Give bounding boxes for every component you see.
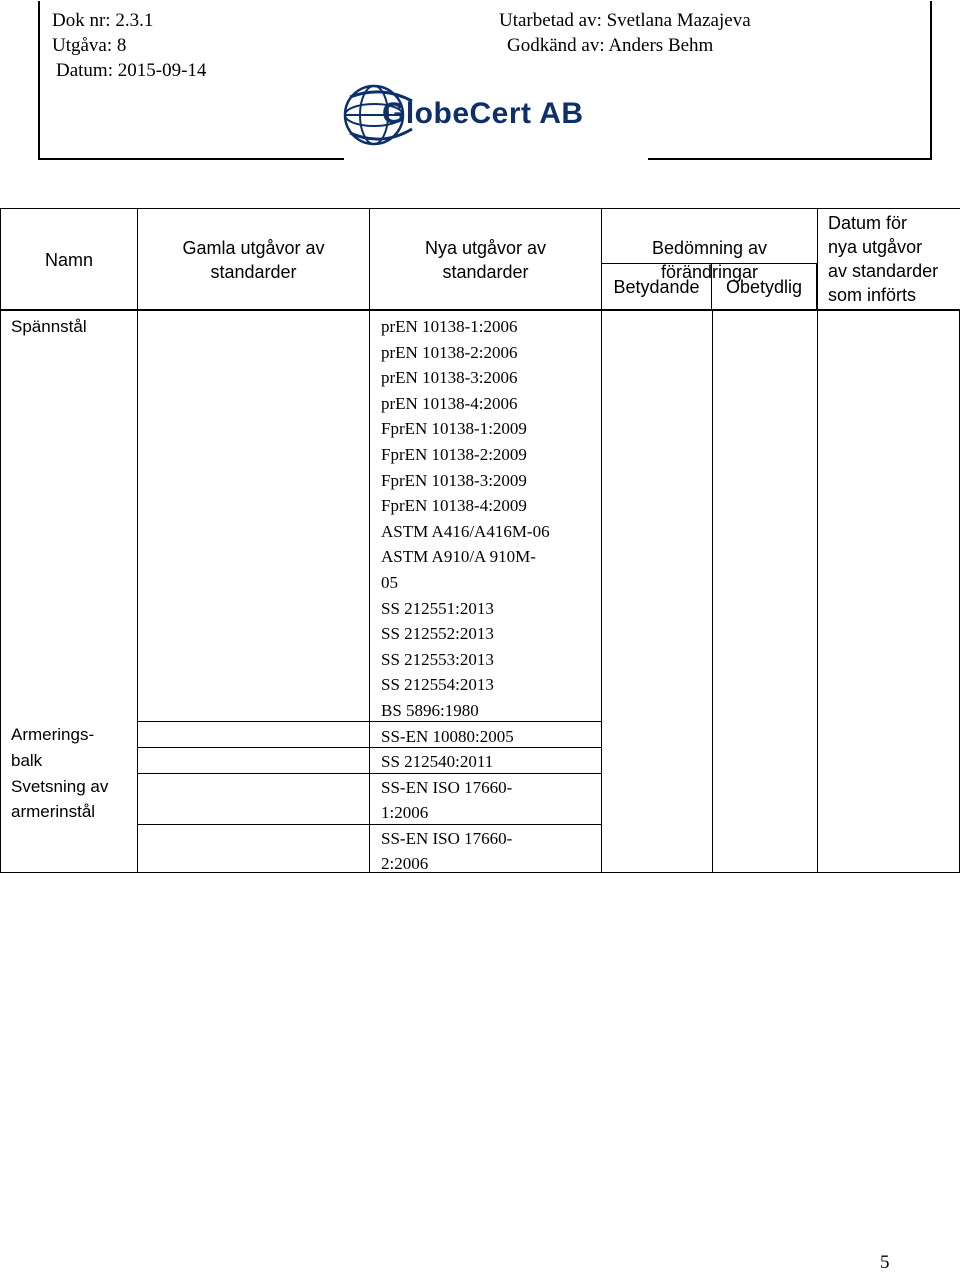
standard-code: ASTM A910/A 910M-: [381, 547, 536, 567]
standard-code-continued: 1:2006: [381, 803, 429, 823]
standard-code: FprEN 10138-3:2009: [381, 470, 527, 490]
new-standards-list: [371, 314, 599, 877]
page-number: 5: [880, 1252, 890, 1273]
doc-date: Datum: 2015-09-14: [56, 60, 207, 81]
approved-by: Godkänd av: Anders Behm: [507, 35, 714, 56]
table-row: [371, 775, 599, 826]
table-row: [371, 442, 599, 468]
edition: Utgåva: 8: [52, 35, 127, 56]
header-namn: Namn: [1, 209, 138, 311]
header-border-gap: [344, 150, 648, 164]
name-balk: balk: [11, 751, 43, 770]
standard-code: SS 212553:2013: [381, 649, 494, 669]
standard-code-continued: 2:2006: [381, 854, 429, 874]
standard-code: SS-EN 10080:2005: [381, 726, 514, 746]
table-row: [371, 672, 599, 698]
standard-code: BS 5896:1980: [381, 700, 479, 720]
table-row: [371, 647, 599, 673]
table-row: [371, 519, 599, 545]
standard-code: SS 212554:2013: [381, 675, 494, 695]
name-armerings: Armerings-: [11, 725, 95, 744]
header-significant: Betydande: [601, 263, 712, 309]
standard-code: SS 212552:2013: [381, 624, 494, 644]
standard-code: FprEN 10138-4:2009: [381, 496, 527, 516]
standard-code: prEN 10138-1:2006: [381, 317, 518, 336]
standard-code: SS-EN ISO 17660-: [381, 777, 513, 797]
table-row: [371, 698, 599, 724]
standard-code: SS 212551:2013: [381, 598, 494, 618]
table-row: [371, 468, 599, 494]
header-old-editions: Gamla utgåvor av standarder: [138, 209, 370, 311]
prepared-by: Utarbetad av: Svetlana Mazajeva: [499, 10, 751, 31]
table-row: [371, 314, 599, 340]
standard-code: FprEN 10138-2:2009: [381, 444, 527, 464]
standard-code: SS 212540:2011: [381, 752, 494, 772]
table-row: [371, 724, 599, 750]
table-row: [371, 391, 599, 417]
logo-text: GlobeCert AB: [382, 97, 584, 130]
standard-code: ASTM A416/A416M-06: [381, 521, 550, 541]
table-row: [371, 749, 599, 775]
header-date-introduced: Datum för nya utgåvor av standarder som införts: [818, 209, 960, 311]
standard-code-continued: 05: [381, 572, 398, 592]
table-row: [371, 416, 599, 442]
header-assessment: Bedömning av förändringar: [602, 209, 818, 311]
standard-code: SS-EN ISO 17660-: [381, 828, 513, 848]
header-insignificant: Obetydlig: [712, 263, 817, 309]
table-row: [371, 544, 599, 595]
table-row: [371, 493, 599, 519]
doc-number: Dok nr: 2.3.1: [52, 10, 154, 31]
name-svetsning: Svetsning av: [11, 777, 109, 796]
header-new-editions: Nya utgåvor av standarder: [370, 209, 602, 311]
table-row: [371, 596, 599, 622]
table-body: [0, 309, 960, 873]
table-row: [371, 826, 599, 877]
table-row: [371, 621, 599, 647]
table-row: [371, 365, 599, 391]
name-spannstal: Spännstål: [11, 317, 87, 336]
standard-code: prEN 10138-2:2006: [381, 342, 518, 362]
table-row: [371, 340, 599, 366]
name-armerinstal: armerinstål: [11, 802, 96, 821]
standard-code: FprEN 10138-1:2009: [381, 419, 527, 439]
globecert-logo: [342, 83, 632, 147]
standard-code: prEN 10138-4:2006: [381, 393, 518, 413]
standard-code: prEN 10138-3:2006: [381, 368, 518, 388]
